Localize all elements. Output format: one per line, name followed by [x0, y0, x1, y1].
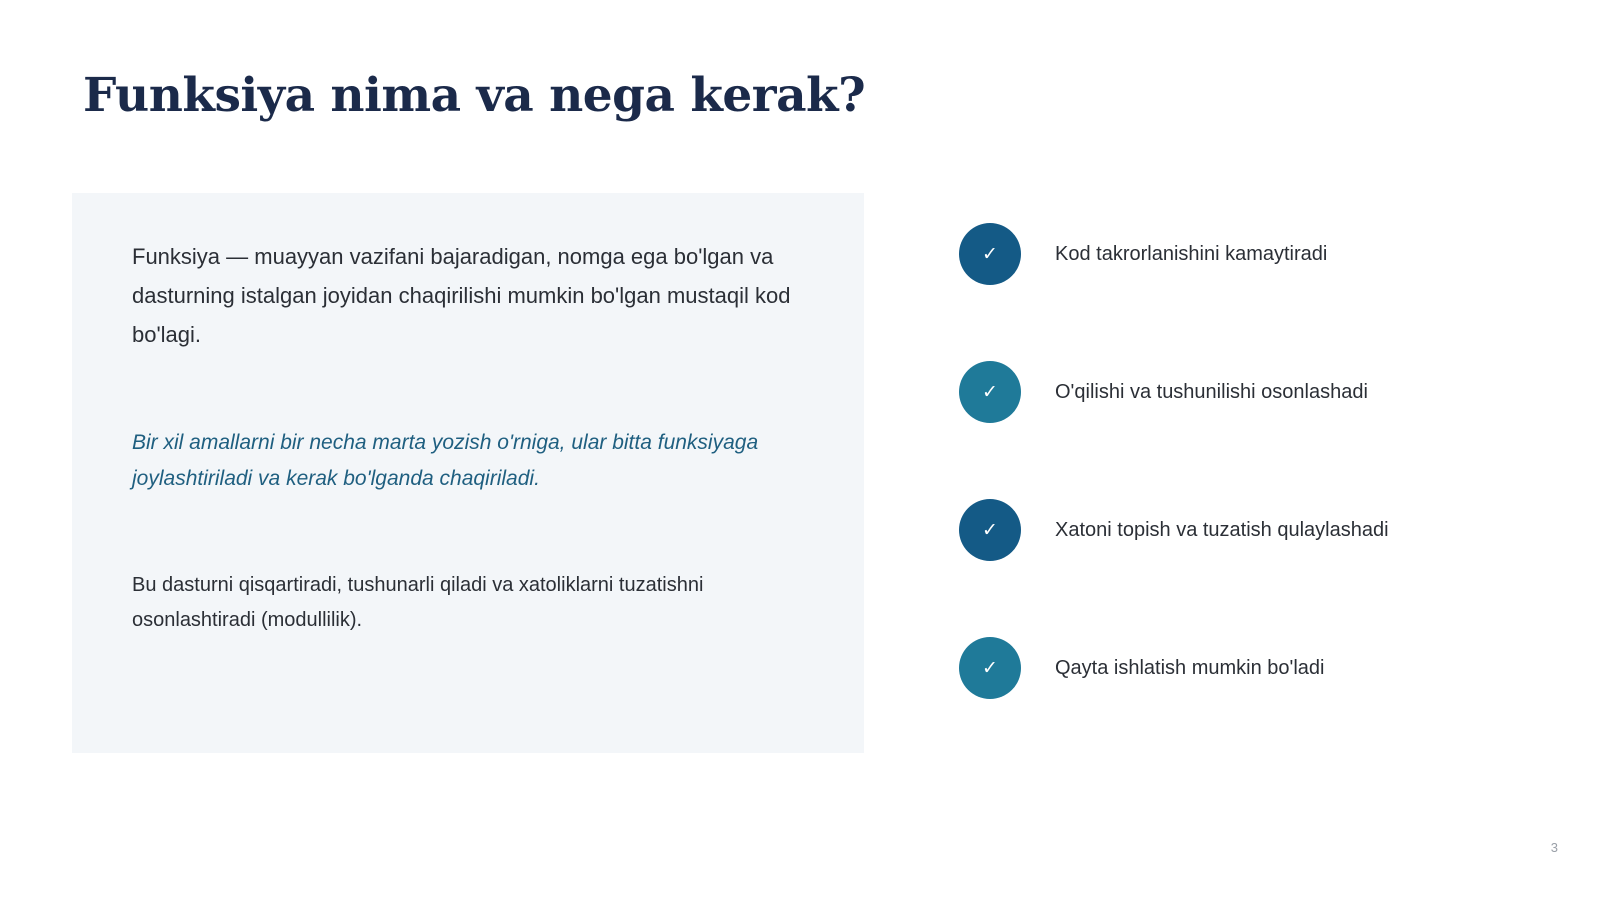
summary-text: Bu dasturni qisqartiradi, tushunarli qiladi va xatoliklarni tuzatishni osonlashtiradi (modullilik).: [132, 574, 704, 631]
definition-text: Funksiya — muayyan vazifani bajaradigan, nomga ega bo'lgan va dasturning istalgan joyidan chaqirilishi mumkin bo'lgan mustaqil kod bo'lagi.: [132, 244, 791, 347]
benefit-item: [959, 637, 1325, 699]
page-number: 3: [1550, 840, 1558, 855]
benefit-label: Xatoni topish va tuzatish qulaylashadi: [1055, 518, 1389, 541]
benefit-item: [959, 499, 1389, 561]
benefit-label: Qayta ishlatish mumkin bo'ladi: [1055, 656, 1325, 679]
check-icon: ✓: [959, 637, 1021, 699]
explanation-text: Bir xil amallarni bir necha marta yozish o'rniga, ular bitta funksiyaga joylashtiriladi va kerak bo'lganda chaqiriladi.: [132, 431, 759, 490]
benefit-item: [959, 223, 1327, 285]
check-icon: ✓: [959, 223, 1021, 285]
definition-panel: [72, 193, 864, 753]
benefit-item: [959, 361, 1368, 423]
check-icon: ✓: [959, 361, 1021, 423]
slide-title: Funksiya nima va nega kerak?: [83, 68, 866, 123]
benefit-label: O'qilishi va tushunilishi osonlashadi: [1055, 380, 1368, 403]
check-icon: ✓: [959, 499, 1021, 561]
benefit-label: Kod takrorlanishini kamaytiradi: [1055, 242, 1328, 265]
